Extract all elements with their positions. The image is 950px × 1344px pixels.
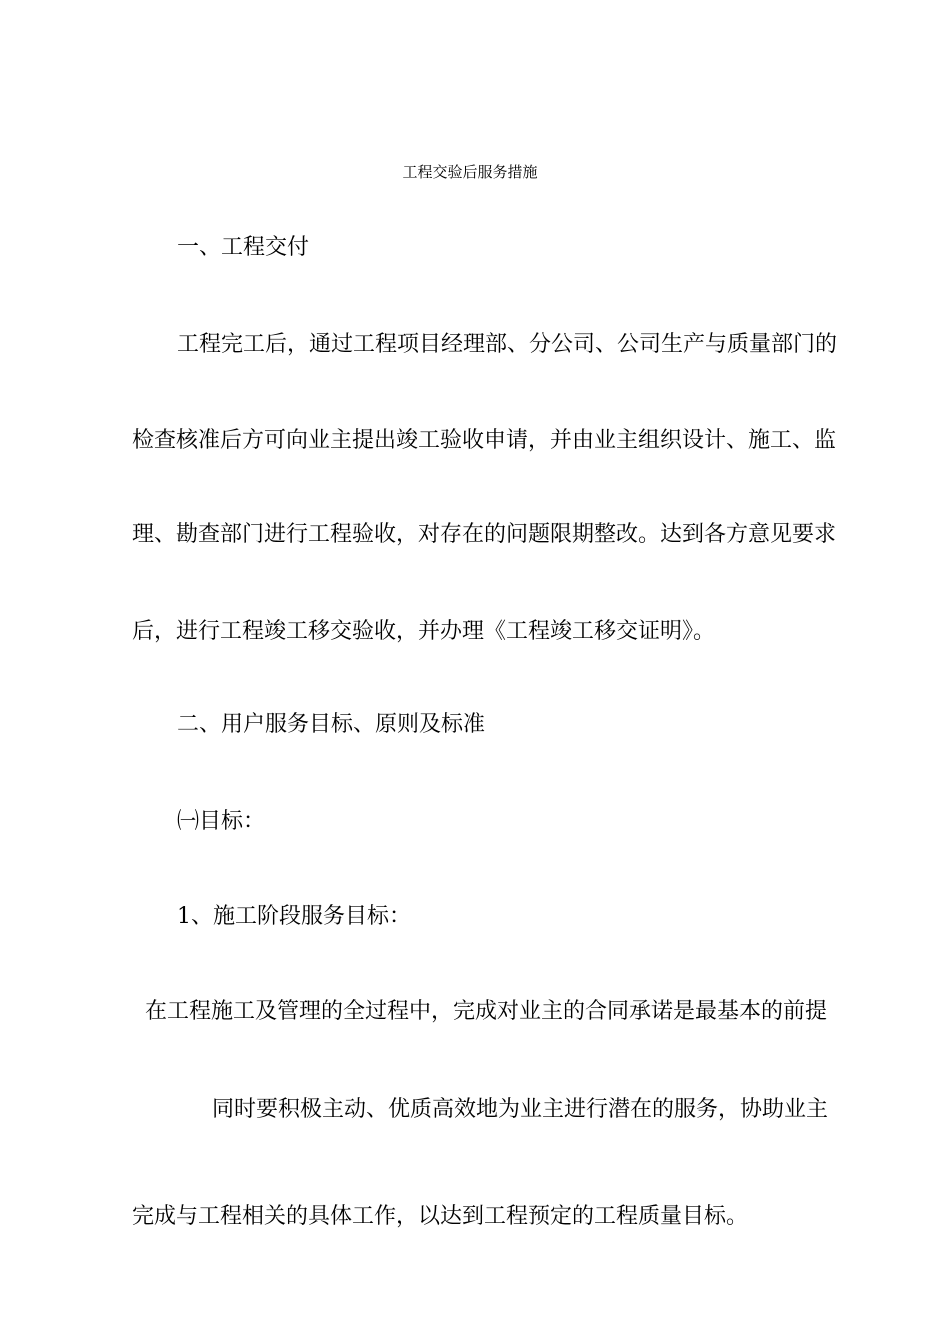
section-heading-2: 二、用户服务目标、原则及标准 [177, 712, 486, 737]
paragraph-line: 后，进行工程竣工移交验收，并办理《工程竣工移交证明》。 [132, 619, 716, 644]
subsection-heading: ㈠目标： [177, 809, 266, 834]
item-heading: 1、施工阶段服务目标： [177, 904, 411, 929]
paragraph-line: 完成与工程相关的具体工作，以达到工程预定的工程质量目标。 [132, 1204, 749, 1229]
paragraph-line: 同时要积极主动、优质高效地为业主进行潜在的服务，协助业主 [212, 1097, 829, 1122]
paragraph-line: 检查核准后方可向业主提出竣工验收申请，并由业主组织设计、施工、监 [132, 428, 837, 453]
paragraph-line: 理、勘查部门进行工程验收，对存在的问题限期整改。达到各方意见要求 [132, 522, 837, 547]
document-title: 工程交验后服务措施 [402, 163, 538, 181]
paragraph-line: 工程完工后，通过工程项目经理部、分公司、公司生产与质量部门的 [177, 332, 838, 357]
section-heading-1: 一、工程交付 [177, 235, 310, 260]
paragraph-line: 在工程施工及管理的全过程中，完成对业主的合同承诺是最基本的前提 [145, 999, 828, 1024]
